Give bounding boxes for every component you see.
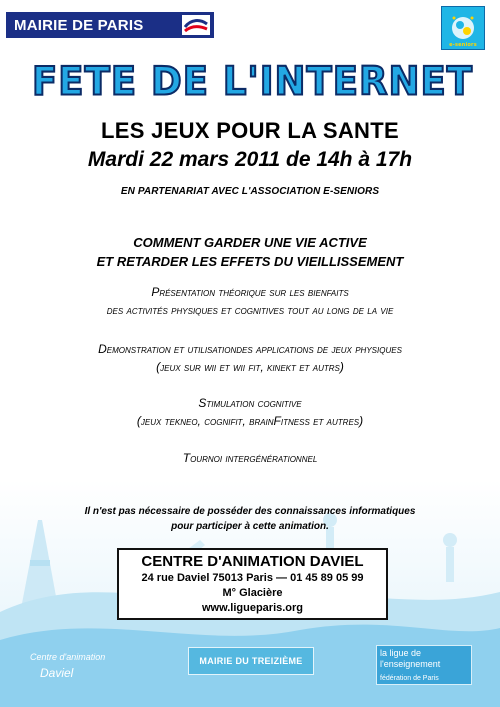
centre-daviel-logo	[30, 652, 105, 680]
topic-active-life	[20, 233, 480, 271]
event-title-banner	[20, 55, 485, 109]
e-seniors-emblem-icon	[448, 14, 478, 42]
event-date: Mardi 22 mars 2011 de 14h à 17h	[87, 148, 413, 171]
topic-line: Stimulation cognitive	[198, 396, 302, 410]
topic-line: Tournoi intergénérationnel	[182, 451, 318, 465]
topic-demonstration	[20, 340, 480, 376]
topic-tournament	[20, 449, 480, 467]
event-subtitle: LES JEUX POUR LA SANTE	[101, 118, 399, 143]
e-seniors-caption: e-seniors	[449, 42, 477, 48]
venue-website-link[interactable]: www.ligueparis.org	[201, 602, 304, 614]
ligue-line3: fédération de Paris	[380, 675, 439, 682]
ligue-line1: la ligue de	[380, 648, 422, 658]
mairie-de-paris-logo	[6, 12, 214, 38]
paris-ship-icon	[182, 15, 210, 35]
mairie-label: MAIRIE DE PARIS	[14, 16, 144, 34]
venue-name: CENTRE D'ANIMATION DAVIEL	[141, 553, 364, 570]
mairie-13e-label: MAIRIE DU TREIZIÈME	[199, 656, 303, 666]
topic-line: Présentation théorique sur les bienfaits	[151, 285, 349, 299]
e-seniors-logo	[441, 6, 485, 50]
topic-line: ET RETARDER LES EFFETS DU VIEILLISSEMENT	[96, 254, 404, 269]
notice-line: pour participer à cette animation.	[171, 521, 329, 532]
daviel-logo-line2: Daviel	[40, 666, 74, 680]
venue-address-box	[117, 548, 388, 620]
mairie-13e-logo	[188, 647, 314, 675]
ligue-line2: l'enseignement	[380, 659, 441, 669]
venue-street: 24 rue Daviel 75013 Paris — 01 45 89 05 99	[141, 572, 364, 584]
daviel-logo-line1: Centre d'animation	[30, 652, 106, 662]
topic-line: Demonstration et utilisationdes applications de jeux physiques	[98, 342, 402, 356]
event-title: FETE DE L'INTERNET	[32, 58, 473, 105]
topic-line: des activités physiques et cognitives tout au long de la vie	[106, 303, 394, 317]
topic-line: (jeux tekneo, cognifit, brainFitness et autres)	[136, 414, 364, 428]
participation-notice	[60, 504, 440, 534]
ligue-enseignement-logo	[376, 645, 472, 685]
partnership-line: EN PARTENARIAT AVEC L'ASSOCIATION E-SENIORS	[120, 186, 380, 197]
venue-metro: M° Glacière	[222, 587, 283, 599]
topic-presentation	[20, 283, 480, 319]
topic-line: (jeux sur wii et wii fit, kinekt et autrs)	[156, 360, 344, 374]
topic-line: COMMENT GARDER UNE VIE ACTIVE	[133, 235, 367, 250]
topic-stimulation	[20, 394, 480, 430]
notice-line: Il n'est pas nécessaire de posséder des connaissances informatiques	[84, 506, 416, 517]
